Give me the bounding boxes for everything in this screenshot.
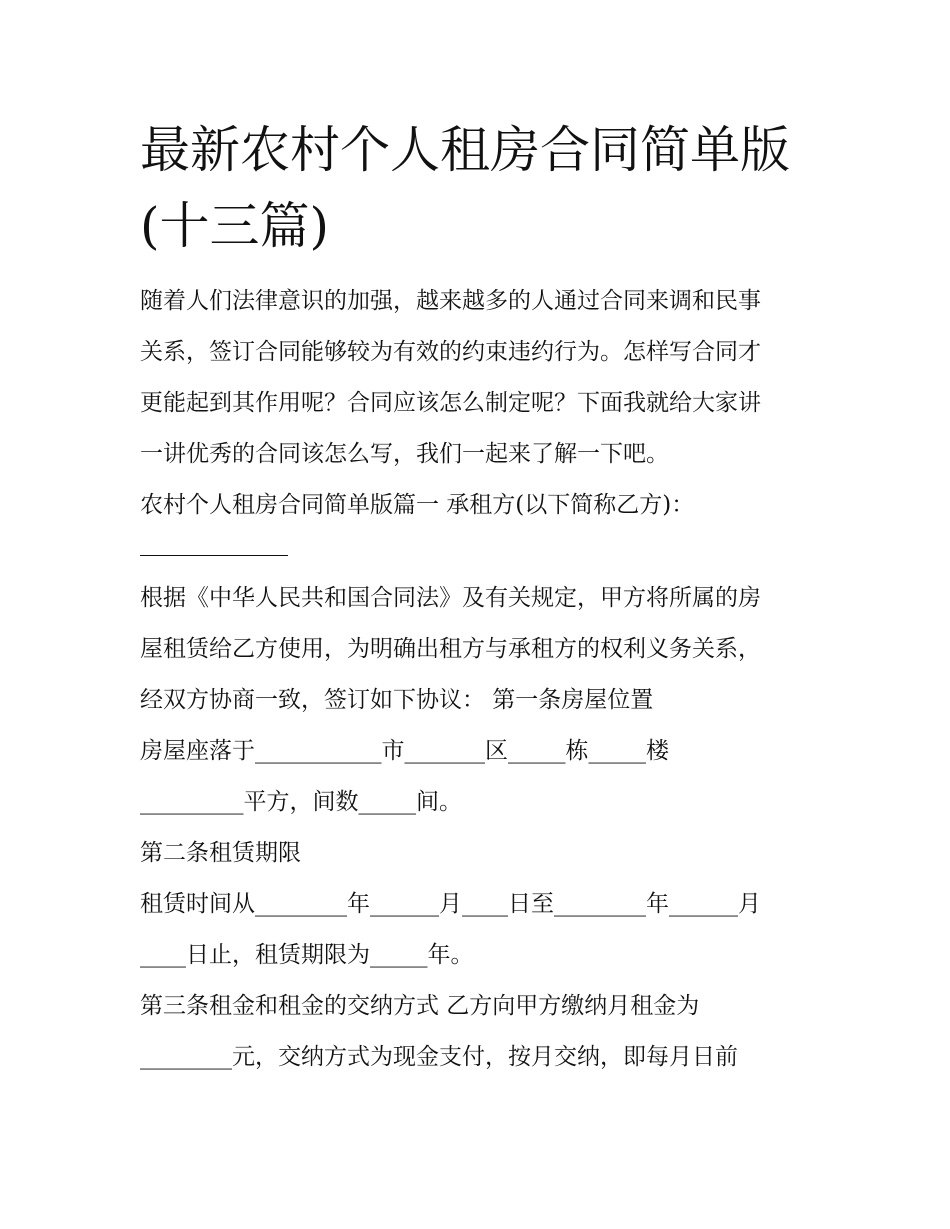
intro-line-1: 随着人们法律意识的加强，越来越多的人通过合同来调和民事: [140, 288, 761, 314]
body-line-5: _________平方，间数_____间。: [140, 789, 462, 815]
body-line-10: ________元，交纳方式为现金支付，按月交纳，即每月日前: [140, 1044, 738, 1070]
body-line-9: 第三条租金和租金的交纳方式 乙方向甲方缴纳月租金为: [140, 993, 700, 1019]
intro-line-4: 一讲优秀的合同该怎么写，我们一起来了解一下吧。: [140, 441, 669, 467]
signature-blank-line: [140, 555, 288, 556]
body-line-4: 房屋座落于___________市_______区_____栋_____楼: [140, 738, 669, 764]
body-line-3: 经双方协商一致，签订如下协议： 第一条房屋位置: [140, 687, 654, 713]
intro-line-2: 关系，签订合同能够较为有效的约束违约行为。怎样写合同才: [140, 339, 761, 365]
section-heading: 农村个人租房合同简单版篇一 承租方(以下简称乙方)：: [140, 492, 695, 518]
body-line-6: 第二条租赁期限: [140, 840, 301, 866]
body-line-1: 根据《中华人民共和国合同法》及有关规定，甲方将所属的房: [140, 585, 761, 611]
document-title: 最新农村个人租房合同简单版(十三篇): [140, 121, 790, 255]
body-line-7: 租赁时间从________年______月____日至________年______月: [140, 891, 761, 917]
body-line-8: ____日止，租赁期限为_____年。: [140, 942, 474, 968]
intro-line-3: 更能起到其作用呢？合同应该怎么制定呢？下面我就给大家讲: [140, 390, 761, 416]
body-line-2: 屋租赁给乙方使用，为明确出租方与承租方的权利义务关系，: [140, 636, 761, 662]
